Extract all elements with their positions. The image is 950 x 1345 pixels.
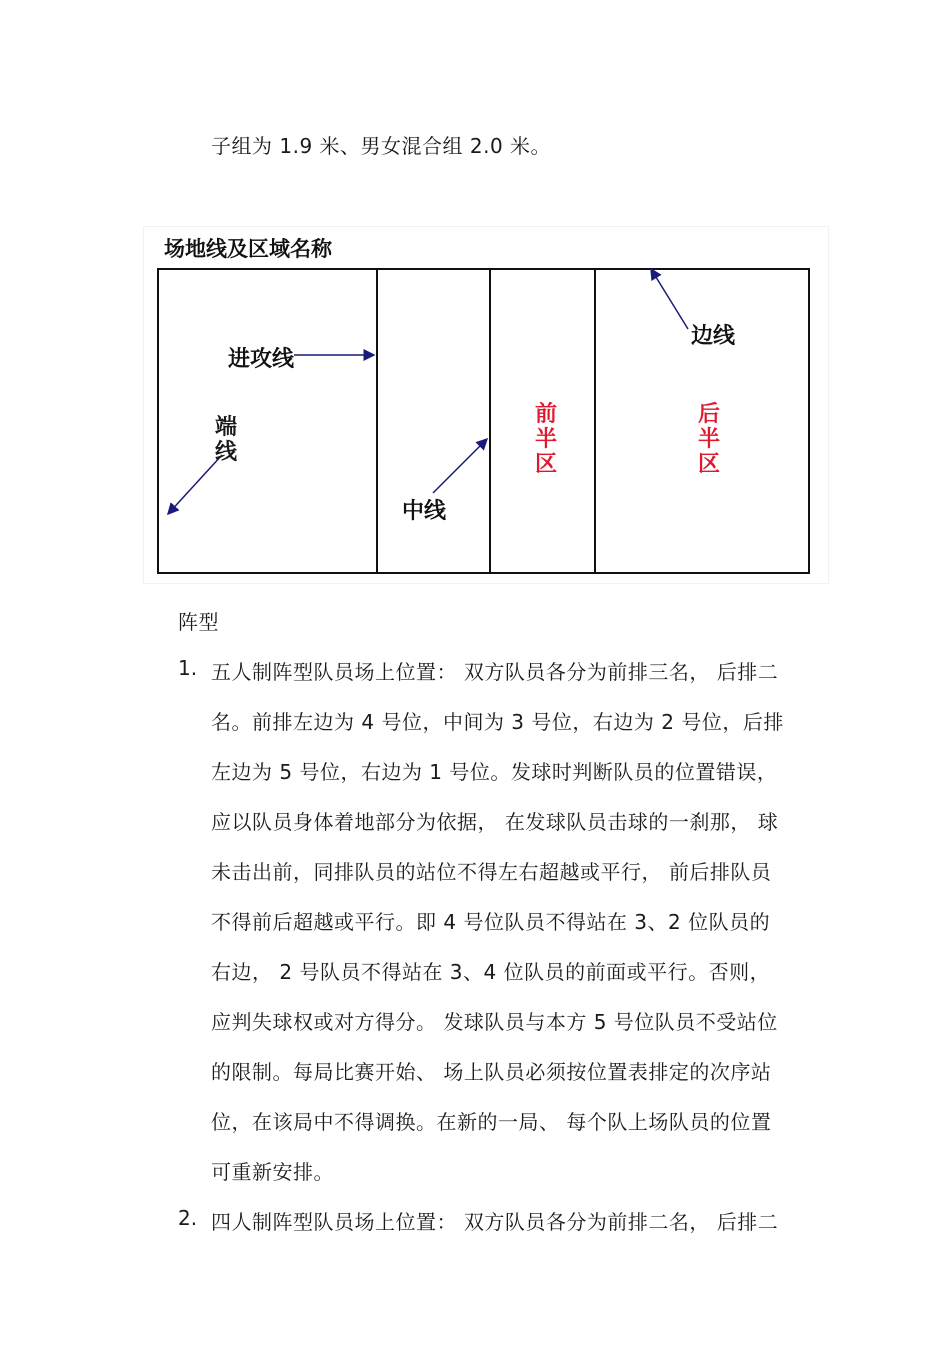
list-item-line: 右边， 2 号队员不得站在 3、4 位队员的前面或平行。否则， <box>211 960 771 984</box>
end-line-label: 端线 <box>214 415 237 465</box>
list-item-line: 可重新安排。 <box>211 1160 334 1184</box>
top-line: 子组为 1.9 米、男女混合组 2.0 米。 <box>211 134 552 158</box>
court-lines <box>144 227 828 583</box>
back-zone-label: 后半区 <box>697 402 720 477</box>
front-zone-label: 前半区 <box>534 402 557 477</box>
attack-line-label: 进攻线 <box>228 347 295 372</box>
list-item-line: 四人制阵型队员场上位置： 双方队员各分为前排二名， 后排二 <box>211 1210 779 1234</box>
diagram-title: 场地线及区域名称 <box>164 237 332 261</box>
list-item-line: 应以队员身体着地部分为依据， 在发球队员击球的一刹那， 球 <box>211 810 779 834</box>
list-item-number: 1. <box>178 656 198 680</box>
section-title: 阵型 <box>178 610 219 634</box>
court-diagram <box>143 226 829 584</box>
side-line-arrow <box>651 269 688 329</box>
center-line-label: 中线 <box>402 499 447 524</box>
list-item-line: 的限制。每局比赛开始、 场上队员必须按位置表排定的次序站 <box>211 1060 772 1084</box>
list-item-line: 未击出前，同排队员的站位不得左右超越或平行， 前后排队员 <box>211 860 772 884</box>
side-line-label: 边线 <box>691 324 736 349</box>
list-item-line: 应判失球权或对方得分。 发球队员与本方 5 号位队员不受站位 <box>211 1010 778 1034</box>
list-item-line: 不得前后超越或平行。即 4 号位队员不得站在 3、2 位队员的 <box>211 910 771 934</box>
list-item-line: 五人制阵型队员场上位置： 双方队员各分为前排三名， 后排二 <box>211 660 779 684</box>
list-item-line: 位，在该局中不得调换。在新的一局、 每个队上场队员的位置 <box>211 1110 772 1134</box>
list-item-line: 名。前排左边为 4 号位，中间为 3 号位，右边为 2 号位，后排 <box>211 710 784 734</box>
list-item-number: 2. <box>178 1206 198 1230</box>
list-item-line: 左边为 5 号位，右边为 1 号位。发球时判断队员的位置错误， <box>211 760 778 784</box>
center-line-arrow <box>433 439 487 493</box>
